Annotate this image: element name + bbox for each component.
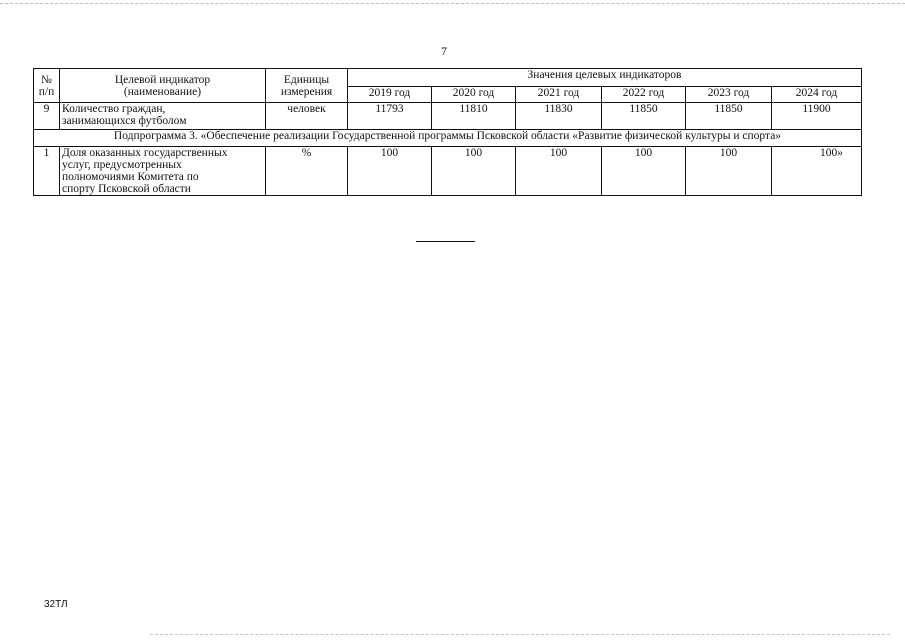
header-year: 2019 год: [348, 87, 432, 103]
row-indicator: Доля оказанных государственных услуг, предусмотренных полномочиями Комитета по спорту Псковской области: [60, 147, 266, 196]
header-year: 2022 год: [602, 87, 686, 103]
target-indicators-table: [33, 68, 862, 196]
header-units: Единицы измерения: [266, 69, 348, 103]
row-value: 100: [602, 147, 686, 196]
subprogram-row: [34, 130, 862, 147]
subprogram-title: Подпрограмма 3. «Обеспечение реализации Государственной программы Псковской области «Развитие физической культуры и спорта»: [34, 130, 862, 147]
header-indicator: Целевой индикатор (наименование): [60, 69, 266, 103]
header-year: 2024 год: [772, 87, 862, 103]
page-number: 7: [441, 44, 447, 58]
header-values-group: Значения целевых индикаторов: [348, 69, 862, 87]
header-year: 2021 год: [516, 87, 602, 103]
scan-edge-bottom: [150, 634, 890, 635]
row-value: 100: [432, 147, 516, 196]
row-value: 11830: [516, 103, 602, 130]
row-value: 100: [686, 147, 772, 196]
scan-edge-top: [0, 3, 905, 4]
row-value: 11850: [686, 103, 772, 130]
row-number: 1: [34, 147, 60, 196]
document-code: 32ТЛ: [44, 599, 68, 610]
end-of-document-rule: [416, 241, 475, 242]
header-row: [34, 69, 862, 87]
row-indicator: Количество граждан, занимающихся футболом: [60, 103, 266, 130]
row-units: человек: [266, 103, 348, 130]
table-row: [34, 147, 862, 196]
row-value: 11850: [602, 103, 686, 130]
header-year: 2020 год: [432, 87, 516, 103]
header-number: № п/п: [34, 69, 60, 103]
row-number: 9: [34, 103, 60, 130]
row-value: 100»: [772, 147, 862, 196]
row-value: 100: [516, 147, 602, 196]
row-value: 11810: [432, 103, 516, 130]
header-year: 2023 год: [686, 87, 772, 103]
row-value: 100: [348, 147, 432, 196]
row-value: 11900: [772, 103, 862, 130]
row-units: %: [266, 147, 348, 196]
row-value: 11793: [348, 103, 432, 130]
table-row: [34, 103, 862, 130]
